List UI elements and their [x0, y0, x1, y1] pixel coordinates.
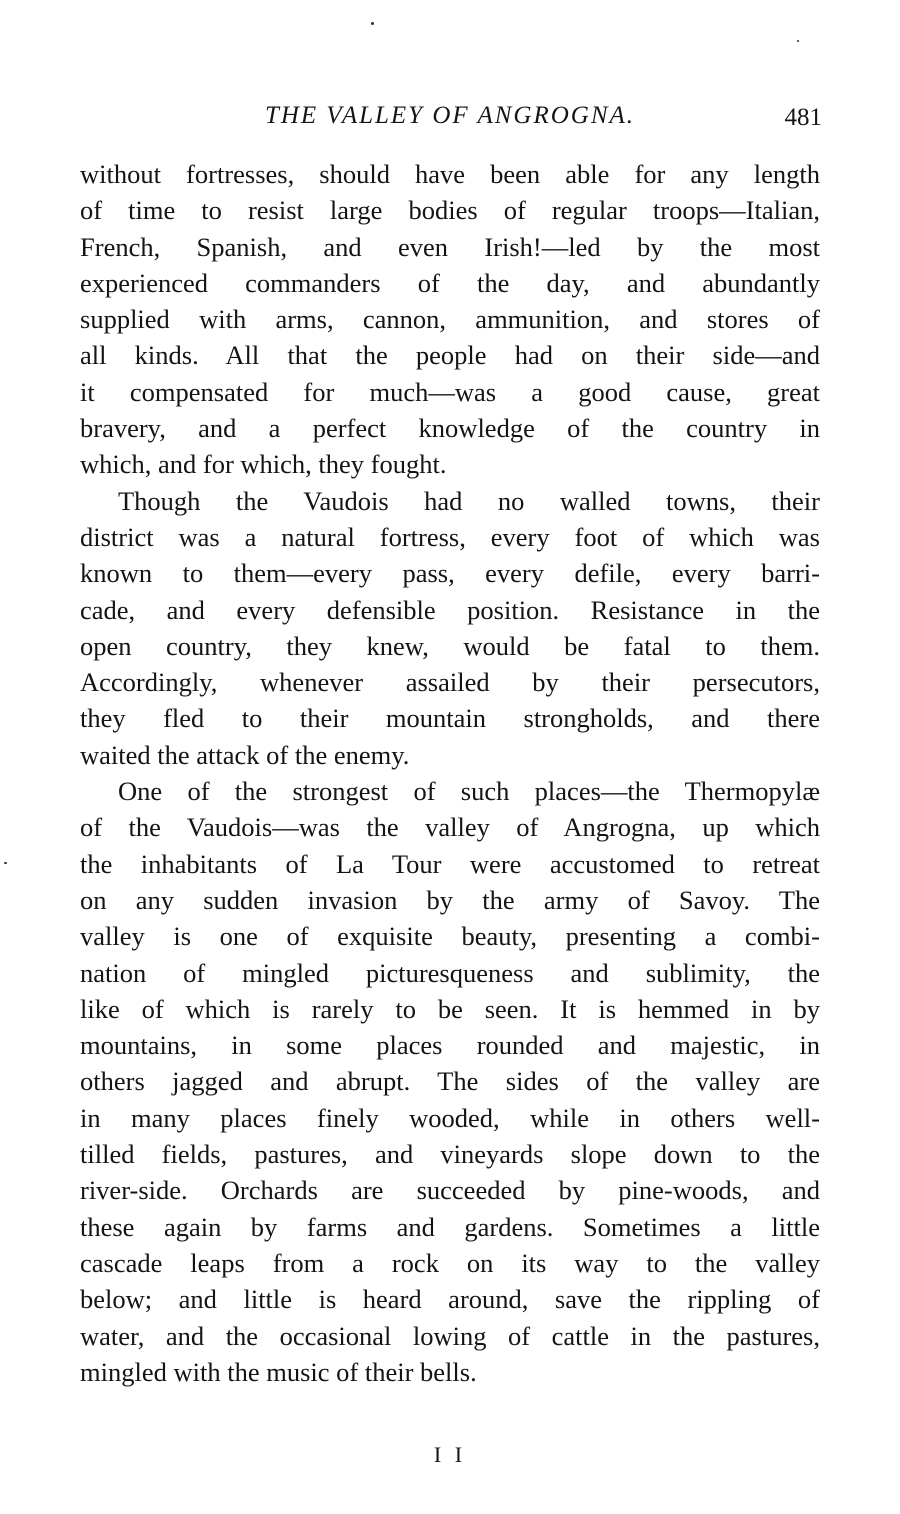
text-line: nation of mingled picturesqueness and sublimity, the — [80, 957, 820, 988]
print-speck — [4, 862, 7, 864]
text-line: without fortresses, should have been able for any length — [80, 159, 820, 189]
text-line: of the Vaudois—was the valley of Angrogna, up which — [80, 812, 820, 843]
text-line: river-side. Orchards are succeeded by pine-woods, and — [80, 1175, 820, 1206]
text-line: it compensated for much—was a good cause, great — [80, 376, 820, 407]
text-line: water, and the occasional lowing of cattle in the pastures, — [80, 1320, 820, 1351]
paragraph — [80, 773, 820, 1390]
page-number: 481 — [784, 104, 822, 131]
text-line: in many places finely wooded, while in others well- — [80, 1102, 820, 1133]
body-text — [80, 156, 820, 1390]
paragraph — [80, 483, 820, 773]
text-line: these again by farms and gardens. Sometimes a little — [80, 1211, 820, 1242]
text-line: open country, they knew, would be fatal to them. — [80, 630, 820, 661]
text-line: French, Spanish, and even Irish!—led by the most — [80, 231, 820, 262]
text-line: below; and little is heard around, save the rippling of — [80, 1284, 820, 1315]
print-speck — [797, 40, 799, 42]
text-line: others jagged and abrupt. The sides of the valley are — [80, 1066, 820, 1097]
text-line: valley is one of exquisite beauty, presenting a combi- — [80, 921, 820, 952]
text-line: One of the strongest of such places—the Thermopylæ — [118, 776, 820, 807]
text-line: like of which is rarely to be seen. It is hemmed in by — [80, 993, 820, 1024]
text-line: mingled with the music of their bells. — [80, 1356, 477, 1387]
text-line: on any sudden invasion by the army of Savoy. The — [80, 884, 820, 915]
paragraph — [80, 156, 820, 483]
text-line: supplied with arms, cannon, ammunition, and stores of — [80, 304, 820, 335]
text-line: of time to resist large bodies of regular troops—Italian, — [80, 195, 820, 226]
text-line: district was a natural fortress, every foot of which was — [80, 521, 820, 552]
text-line: cade, and every defensible position. Resistance in the — [80, 594, 820, 625]
text-line: Accordingly, whenever assailed by their persecutors, — [80, 667, 820, 698]
text-line: experienced commanders of the day, and abundantly — [80, 267, 820, 298]
text-line: known to them—every pass, every defile, every barri- — [80, 558, 820, 589]
text-line: Though the Vaudois had no walled towns, their — [118, 485, 820, 516]
text-line: cascade leaps from a rock on its way to the valley — [80, 1247, 820, 1278]
running-head — [80, 96, 820, 136]
running-title: THE VALLEY OF ANGROGNA. — [264, 102, 636, 129]
text-line: which, and for which, they fought. — [80, 449, 447, 480]
text-line: mountains, in some places rounded and majestic, in — [80, 1030, 820, 1061]
signature-mark: I I — [433, 1442, 467, 1467]
text-line: all kinds. All that the people had on their side—and — [80, 340, 820, 371]
text-line: tilled fields, pastures, and vineyards slope down to the — [80, 1139, 820, 1170]
text-line: the inhabitants of La Tour were accustomed to retreat — [80, 848, 820, 879]
print-speck — [371, 22, 374, 25]
text-line: they fled to their mountain strongholds, and there — [80, 703, 820, 734]
text-line: waited the attack of the enemy. — [80, 739, 410, 770]
text-line: bravery, and a perfect knowledge of the country in — [80, 413, 820, 444]
